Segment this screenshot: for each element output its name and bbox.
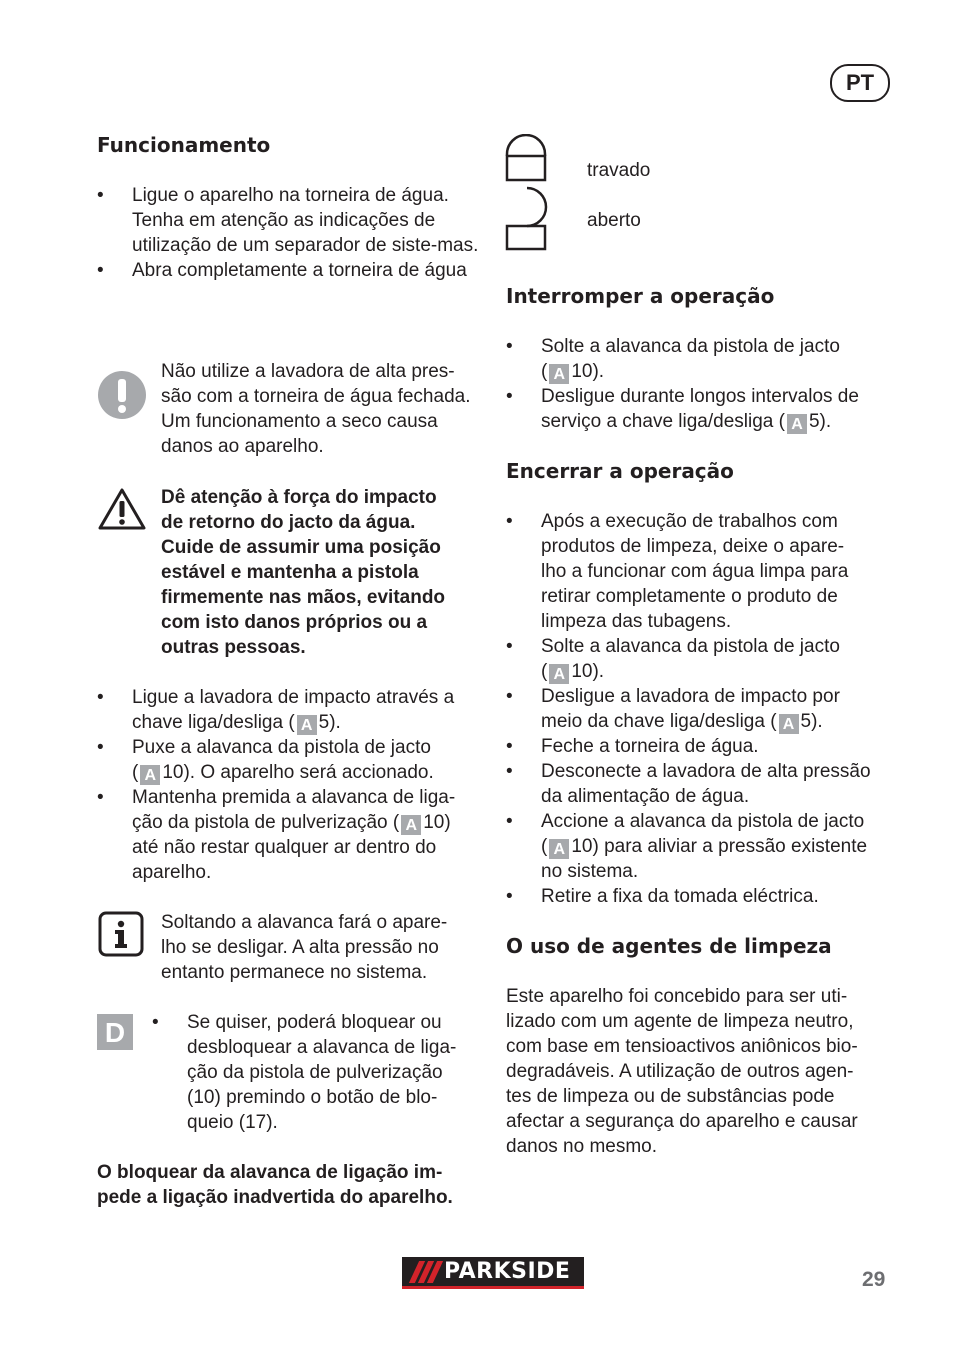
ref-a-badge: A: [297, 715, 317, 735]
ref-a-badge: A: [549, 664, 569, 684]
section-title-encerrar: Encerrar a operação: [506, 459, 734, 483]
padlock-open-icon: [505, 186, 561, 257]
ref-a-badge: A: [549, 364, 569, 384]
operation-list: [97, 183, 487, 283]
stop-list: [506, 334, 906, 434]
list-item: • Solte a alavanca da pistola de jacto ( A 10).: [506, 636, 840, 683]
ref-a-badge: A: [787, 414, 807, 434]
start-list: [97, 685, 492, 885]
figure-d-badge: D: [97, 1014, 133, 1050]
note-text: Não utilize a lavadora de alta pres- são com a torneira de água fechada. Um funcionamento a seco causa danos ao aparelho.: [161, 361, 471, 457]
list-item: • Retire a fixa da tomada eléctrica.: [506, 886, 819, 907]
list-item: • Solte a alavanca da pistola de jacto ( A 10).: [506, 336, 840, 383]
list-item: • Ligue a lavadora de impacto através a chave liga/desliga ( A 5).: [97, 687, 455, 734]
cleaning-paragraph: Este aparelho foi concebido para ser uti- lizado com um agente de limpeza neutro, com base em tensioactivos aniônicos bio- degradáveis. A utilização de outros agen- tes de limpeza ou de substâncias pode afectar a segurança do aparelho e causar danos no mesmo.: [506, 986, 858, 1157]
lock-locked-label: travado: [587, 160, 651, 181]
info-icon: [98, 911, 144, 962]
ref-a-badge: A: [401, 815, 421, 835]
list-item: • Feche a torneira de água.: [506, 736, 759, 757]
end-list: [506, 509, 906, 909]
warning-text: Dê atenção à força do impacto de retorno do jacto da água. Cuide de assumir uma posição estável e mantenha a pistola firmemente nas mãos, evitando com isto danos próprios ou a outras pessoas.: [161, 487, 446, 658]
page-number: 29: [862, 1268, 886, 1291]
list-item: • Desligue a lavadora de impacto por meio da chave liga/desliga ( A 5).: [506, 686, 840, 733]
list-item: • Accione a alavanca da pistola de jacto ( A 10) para aliviar a pressão existente no sistema.: [506, 811, 868, 882]
warning-triangle-icon: [97, 487, 147, 536]
list-item: • Ligue o aparelho na torneira de água. Tenha em atenção as indicações de utilização de um separador de siste-mas.: [97, 185, 479, 256]
list-item: • Abra completamente a torneira de água: [97, 260, 467, 281]
list-item: • Se quiser, poderá bloquear ou desbloquear a alavanca de liga- ção da pistola de pulverização (10) premindo o botão de blo- queio (17).: [152, 1012, 457, 1133]
exclamation-circle-icon: [98, 371, 146, 424]
padlock-locked-icon: [505, 134, 547, 189]
list-item: • Desconecte a lavadora de alta pressão da alimentação de água.: [506, 761, 871, 807]
list-item: • Puxe a alavanca da pistola de jacto ( A 10). O aparelho será accionado.: [97, 737, 434, 784]
ref-a-badge: A: [140, 765, 160, 785]
section-title-interromper: Interromper a operação: [506, 284, 775, 308]
section-title-limpeza: O uso de agentes de limpeza: [506, 934, 832, 958]
language-badge: PT: [830, 64, 890, 102]
info-text: Soltando a alavanca fará o apare- lho se desligar. A alta pressão no entanto permanece no sistema.: [161, 912, 448, 983]
list-item: • Após a execução de trabalhos com produtos de limpeza, deixe o apare- lho a funcionar com água limpa para retirar completamente o produto de limpeza das tubagens.: [506, 511, 849, 632]
section-title-funcionamento: Funcionamento: [97, 133, 271, 157]
ref-a-badge: A: [779, 714, 799, 734]
lock-list: [152, 1010, 492, 1135]
list-item: • Mantenha premida a alavanca de liga- ção da pistola de pulverização ( A 10) até não restar qualquer ar dentro do aparelho.: [97, 787, 456, 883]
lock-note: O bloquear da alavanca de ligação im- pede a ligação inadvertida do aparelho.: [97, 1162, 453, 1208]
parkside-logo: PARKSIDE: [402, 1257, 584, 1289]
lock-open-label: aberto: [587, 210, 641, 231]
ref-a-badge: A: [549, 839, 569, 859]
list-item: • Desligue durante longos intervalos de serviço a chave liga/desliga ( A 5).: [506, 386, 859, 433]
